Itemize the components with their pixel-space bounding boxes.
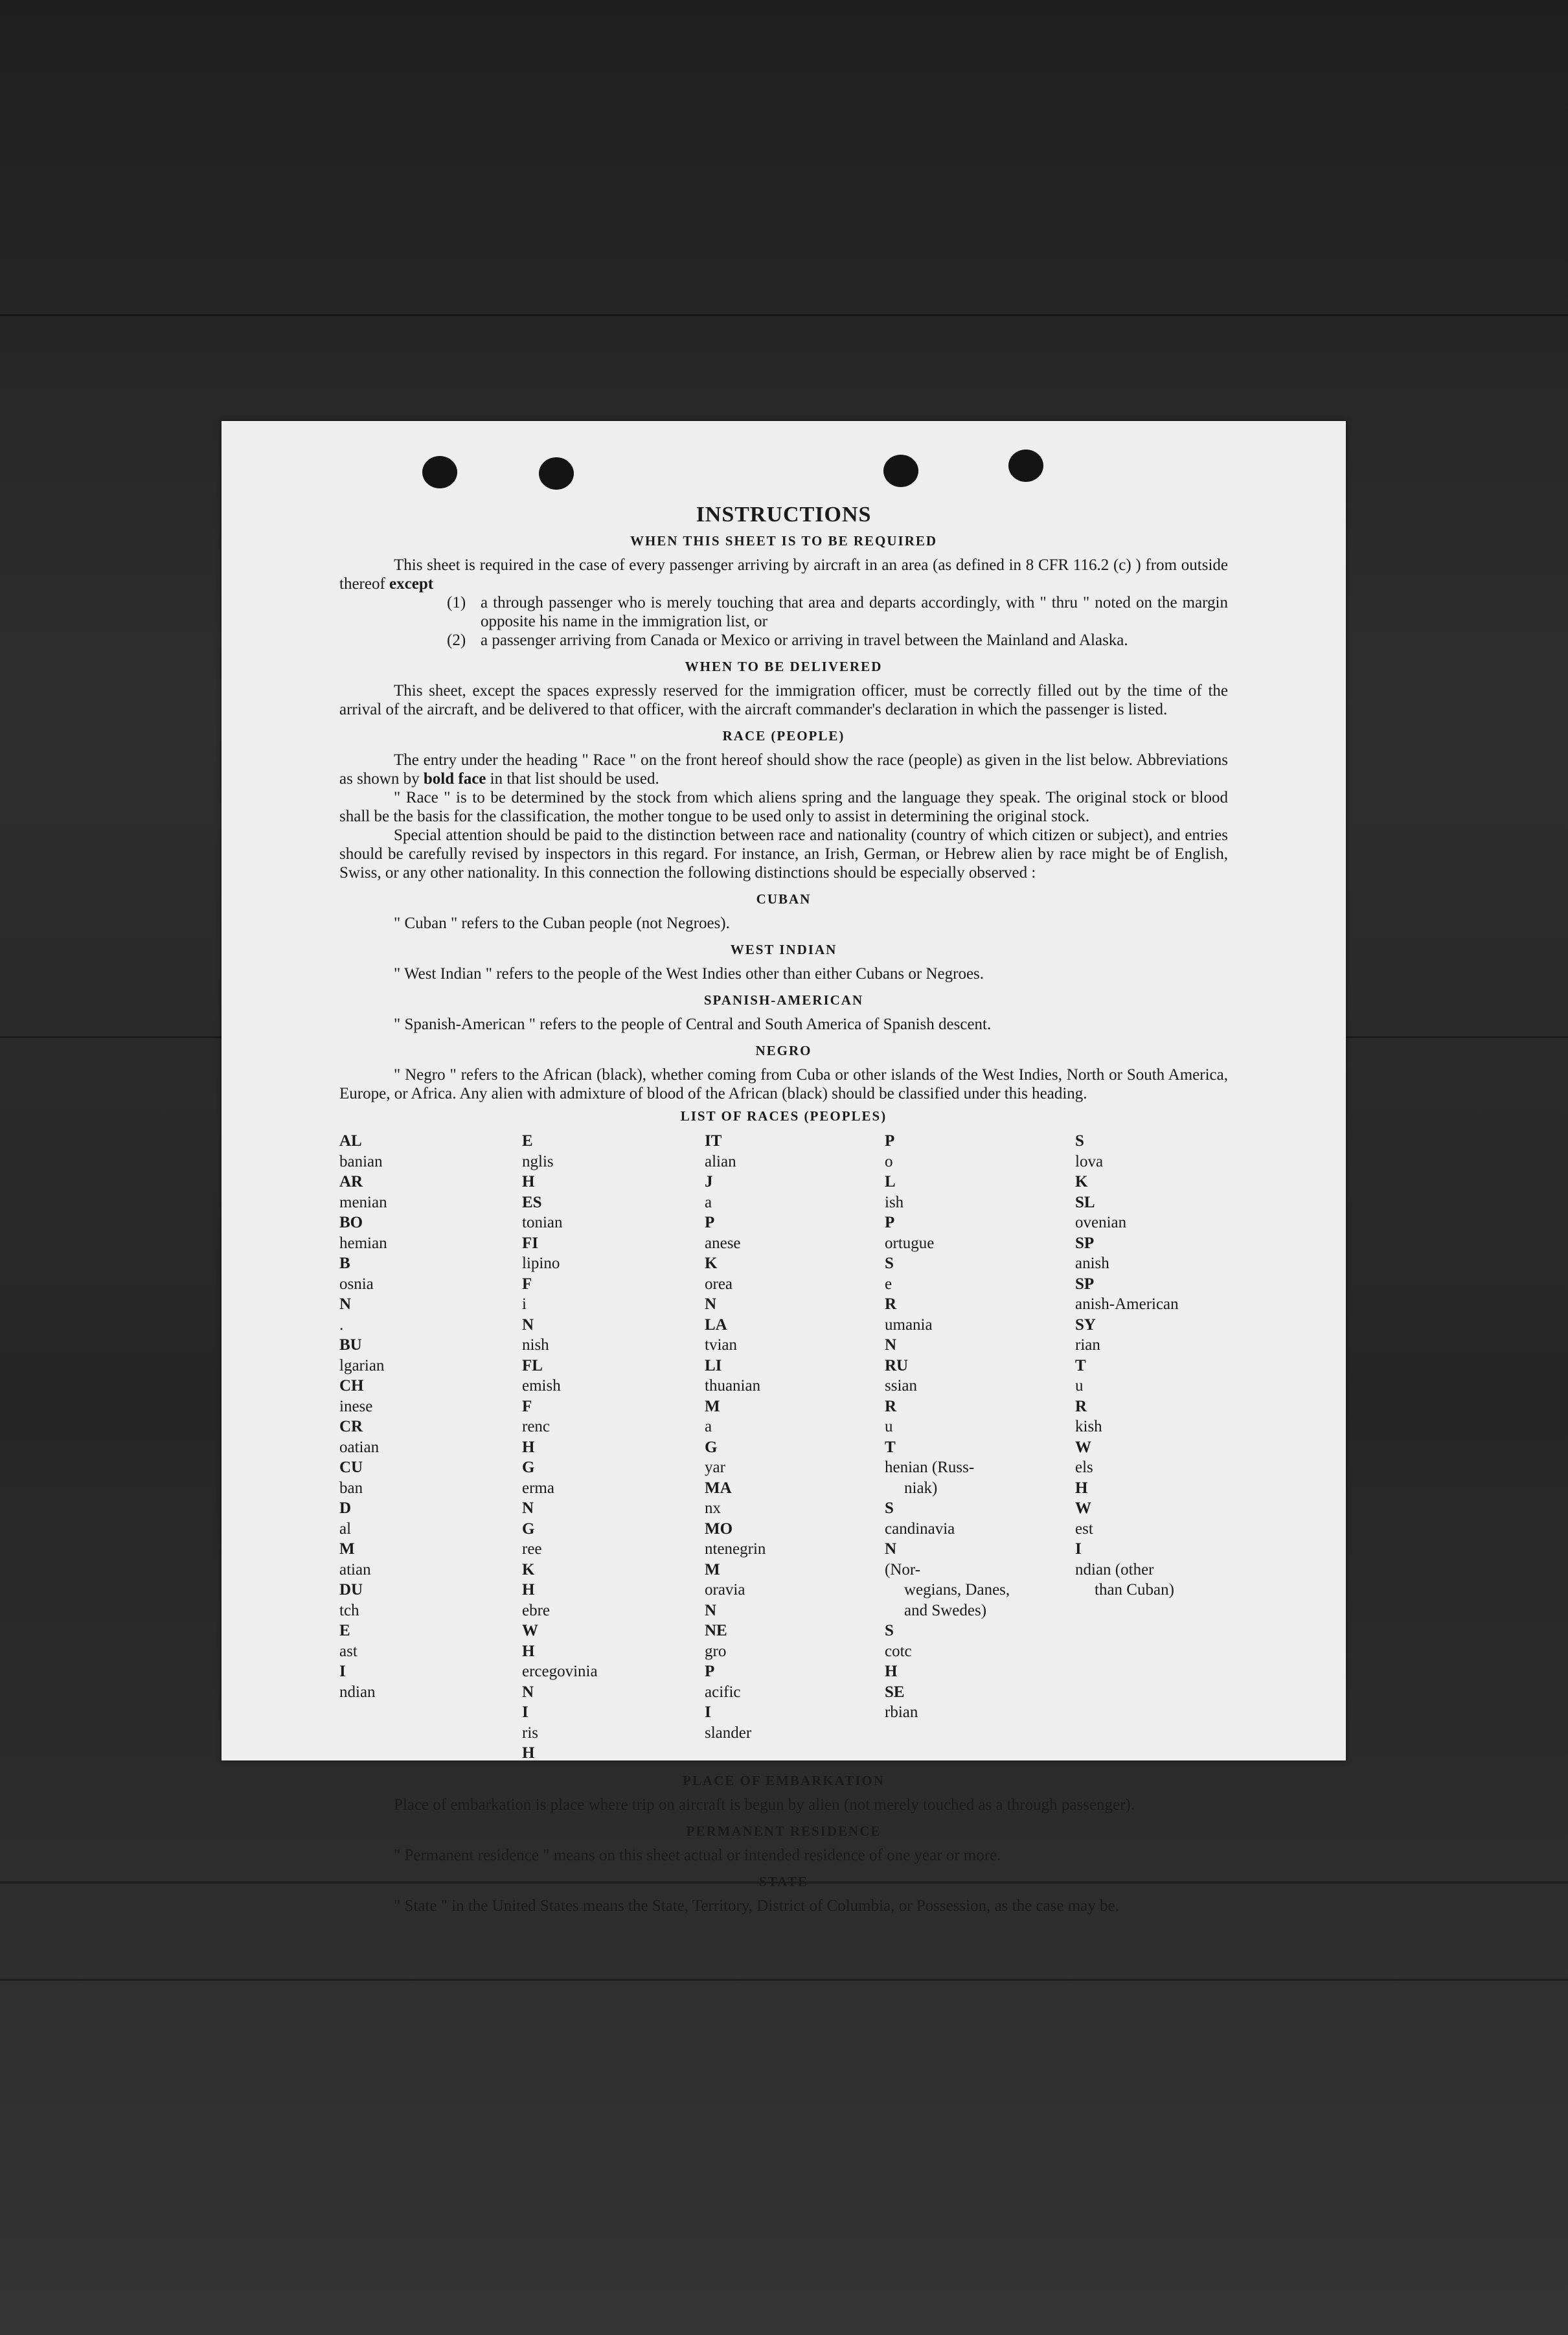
heading-state: STATE [759,1873,808,1889]
race-entry: F renc H [522,1397,551,1456]
race-entry: G erma N [522,1459,554,1517]
race-entry: DU tch [339,1581,363,1619]
race-entry: S candinavia N (Nor- [885,1499,955,1578]
race-entry: MO ntenegrin [705,1520,766,1558]
race-entry: B osnia N . [339,1255,374,1334]
paragraph-race-1: The entry under the heading " Race " on the front hereof should show the race (people) as given in the list below. Abbreviations as shown by bold face in that list should be used. [339,751,1228,788]
race-column [885,1131,1075,1764]
race-entry: P acific I slander [705,1663,752,1742]
race-entry: niak) [904,1479,938,1497]
heading-list-of-races: LIST OF RACES (PEOPLES) [680,1108,887,1124]
punch-hole [1008,450,1043,482]
document-page [222,421,1346,1915]
race-entry: LI thuanian [705,1356,761,1395]
race-entry: P ortugue S e [885,1214,935,1293]
race-entry: E ast I ndian [339,1622,376,1701]
punch-hole [539,457,574,490]
race-entry: J a P anese [705,1173,741,1252]
heading-when-delivered: WHEN TO BE DELIVERED [685,659,883,674]
paragraph-delivered: This sheet, except the spaces expressly reserved for the immigration officer, must be correctly filled out by the time of the arrival of the aircraft, and be delivered to that officer, with the aircraft commander's declaration in which the passenger is listed. [339,682,1228,718]
race-entry: S lova K [1075,1132,1104,1190]
race-entry: SP anish [1075,1234,1109,1272]
race-entry: D al M atian [339,1499,371,1578]
race-entry: P o L ish [885,1132,904,1211]
paragraph-required-intro: This sheet is required in the case of every passenger arriving by aircraft in an area (as defined in 8 CFR 116.2 (c) ) from outside thereof except [339,556,1228,593]
race-entry: G ree K [522,1520,542,1578]
document-content [339,505,1228,1915]
race-entry: E nglis H [522,1132,554,1190]
paragraph-spanish-american: " Spanish-American " refers to the people of Central and South America of Spanish descent. [394,1016,992,1033]
race-entry: R umania N [885,1295,933,1354]
race-entry: T u R kish [1075,1356,1102,1435]
race-entry: IT alian [705,1132,736,1170]
race-entry: I ris H [522,1703,538,1762]
scan-line [0,1979,1568,1981]
paragraph-race-2: " Race " is to be determined by the stock from which aliens spring and the language they speak. The original stock or blood shall be the basis for the classification, the mother tongue to be used only to assist in determining the original stock. [339,789,1228,825]
race-entry: H ebre W [522,1581,551,1639]
race-column [522,1131,705,1764]
paragraph-west-indian: " West Indian " refers to the people of the West Indies other than either Cubans or Negroes. [394,965,984,983]
punch-hole [422,456,457,488]
race-entry: NE gro [705,1622,727,1660]
paragraph-cuban: " Cuban " refers to the Cuban people (not Negroes). [394,915,730,932]
paragraph-embarkation: Place of embarkation is place where trip on aircraft is begun by alien (not merely touched as a through passenger). [394,1795,1135,1814]
race-entry: FL emish [522,1356,561,1395]
heading-west-indian: WEST INDIAN [730,942,837,957]
heading-embarkation: PLACE OF EMBARKATION [683,1772,885,1788]
scan-line [0,314,1568,316]
race-entry: M a G yar [705,1397,725,1476]
list-item: (2) a passenger arriving from Canada or Mexico or arriving in travel between the Mainland and Alaska. [447,632,1128,649]
heading-spanish-american: SPANISH-AMERICAN [703,992,864,1008]
race-entry: LA tvian [705,1316,737,1354]
heading-cuban: CUBAN [756,891,812,907]
list-item: (1) a through passenger who is merely touching that area and departs accordingly, with " thru " noted on the margin opposite his name in the immigration list, or [447,594,1228,630]
race-column [1075,1131,1228,1764]
paragraph-negro: " Negro " refers to the African (black), whether coming from Cuba or other islands of the West Indies, North or South America, Europe, or Africa. Any alien with admixture of blood of the African (black) should be classified under this heading. [339,1066,1228,1102]
race-entry: H ercegovinia N [522,1642,598,1701]
paragraph-race-3: Special attention should be paid to the distinction between race and nationality (country of which citizen or subject), and entries should be carefully revised by inspectors in this regard. For instance, an Irish, German, or Hebrew alien by race might be of English, Swiss, or any other nationality. In this connection the following distinctions should be especially observed : [339,826,1228,882]
race-column [339,1131,522,1764]
race-entry: SY rian [1075,1316,1100,1354]
race-entry: ES tonian [522,1193,563,1231]
race-entry: F i N nish [522,1275,549,1354]
race-entry: AR menian [339,1173,387,1211]
race-entry: M oravia N [705,1560,745,1619]
race-entry: RU ssian [885,1356,917,1395]
race-entry: R u T henian (Russ- [885,1397,975,1476]
race-entry: SE rbian [885,1683,918,1721]
paragraph-state: " State " in the United States means the State, Territory, District of Columbia, or Possession, as the case may be. [394,1896,1119,1915]
race-entry: CU ban [339,1459,363,1497]
race-entry: CH inese [339,1377,373,1415]
heading-negro: NEGRO [755,1043,812,1058]
race-entry: CR oatian [339,1418,380,1456]
race-entry: SL ovenian [1075,1193,1127,1231]
race-entry: than Cuban) [1095,1581,1174,1599]
document-title: INSTRUCTIONS [696,503,872,527]
race-list [339,1131,1228,1764]
paragraph-permanent-residence: " Permanent residence " means on this sheet actual or intended residence of one year or more. [394,1846,1001,1864]
race-entry: S cotc H [885,1622,912,1680]
race-entry: BU lgarian [339,1336,385,1374]
race-column [705,1131,885,1764]
race-entry: and Swedes) [904,1601,987,1619]
heading-permanent-residence: PERMANENT RESIDENCE [686,1823,881,1839]
punch-hole [883,455,918,487]
race-entry: wegians, Danes, [904,1581,1010,1599]
race-entry: W els H [1075,1438,1093,1497]
race-entry: MA nx [705,1479,732,1517]
race-entry: SP anish-American [1075,1275,1179,1313]
heading-race: RACE (PEOPLE) [722,728,845,744]
heading-when-required: WHEN THIS SHEET IS TO BE REQUIRED [630,533,938,549]
race-entry: BO hemian [339,1214,387,1252]
race-entry: FI lipino [522,1234,560,1272]
race-entry: AL banian [339,1132,383,1170]
race-entry: K orea N [705,1255,733,1313]
race-entry: W est I ndian (other [1075,1499,1154,1578]
